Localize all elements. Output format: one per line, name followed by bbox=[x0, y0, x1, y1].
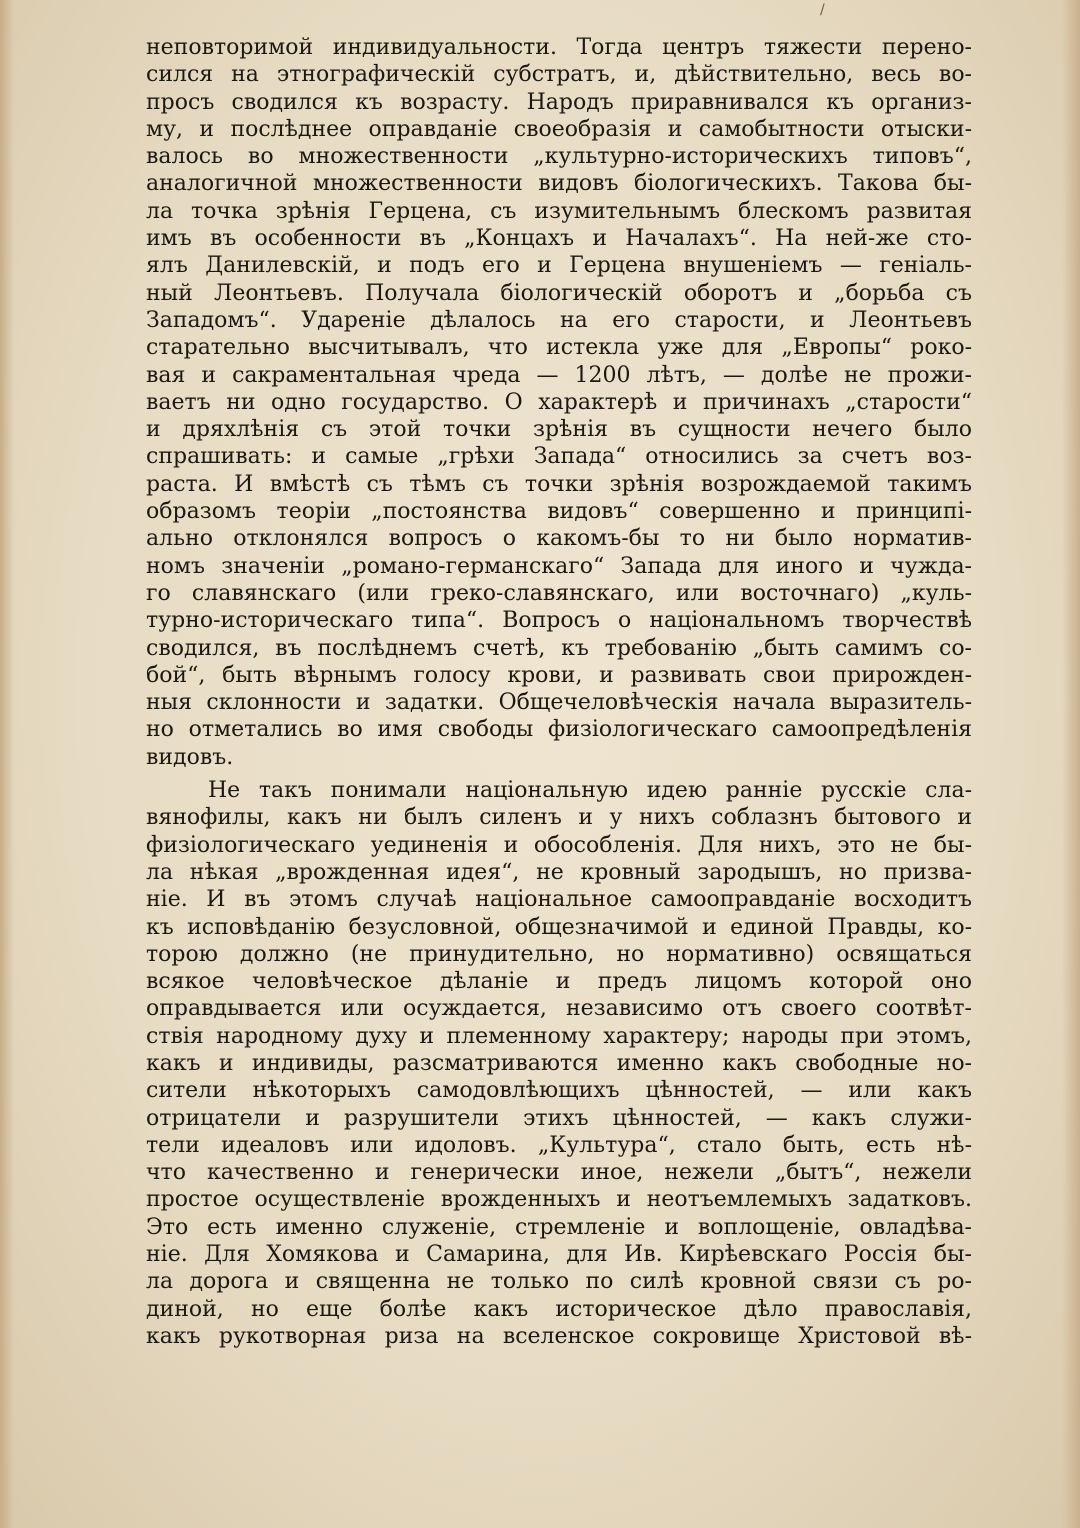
text-line: спрашивать: и самые „грѣхи Запада“ относились за счетъ воз- bbox=[146, 444, 972, 470]
text-line: какъ и индивиды, разсматриваются именно какъ свободные но- bbox=[146, 1050, 972, 1076]
text-line: ваетъ ни одно государство. О характерѣ и причинахъ „старости“ bbox=[146, 389, 972, 415]
text-line: ныя склонности и задатки. Общечеловѣческія начала выразитель- bbox=[146, 690, 972, 716]
corner-mark: / bbox=[820, 2, 825, 18]
text-line: ла точка зрѣнія Герцена, съ изумительнымъ блескомъ развитая bbox=[146, 198, 972, 224]
paragraph-1 bbox=[146, 34, 972, 771]
page-edge-left bbox=[0, 0, 14, 1528]
text-line: ально отклонялся вопросъ о какомъ-бы то ни было норматив- bbox=[146, 526, 972, 552]
text-line: вая и сакраментальная чреда — 1200 лѣтъ, — долѣе не прожи- bbox=[146, 362, 972, 388]
text-line: тели идеаловъ или идоловъ. „Культура“, стало быть, есть нѣ- bbox=[146, 1132, 972, 1158]
text-line: просъ сводился къ возрасту. Народъ приравнивался къ организ- bbox=[146, 89, 972, 115]
text-line: ніе. И въ этомъ случаѣ національное самооправданіе восходитъ bbox=[146, 887, 972, 913]
text-line: образомъ теоріи „постоянства видовъ“ совершенно и принципі- bbox=[146, 499, 972, 525]
text-line: му, и послѣднее оправданіе своеобразія и самобытности отыски- bbox=[146, 116, 972, 142]
text-line: ніе. Для Хомякова и Самарина, для Ив. Кирѣевскаго Россія бы- bbox=[146, 1242, 972, 1268]
body-text bbox=[146, 34, 972, 1350]
text-line: какъ рукотворная риза на вселенское сокровище Христовой вѣ- bbox=[146, 1323, 972, 1349]
text-line: го славянскаго (или греко-славянскаго, или восточнаго) „куль- bbox=[146, 580, 972, 606]
text-line: сители нѣкоторыхъ самодовлѣющихъ цѣнностей, — или какъ bbox=[146, 1078, 972, 1104]
text-line: ный Леонтьевъ. Получала біологическій оборотъ и „борьба съ bbox=[146, 280, 972, 306]
text-line: что качественно и генерически иное, нежели „бытъ“, нежели bbox=[146, 1160, 972, 1186]
text-line: вянофилы, какъ ни былъ силенъ и у нихъ соблазнъ бытового и bbox=[146, 805, 972, 831]
text-line: старательно высчитывалъ, что истекла уже для „Европы“ роко- bbox=[146, 335, 972, 361]
text-line: Не такъ понимали національную идею ранніе русскіе сла- bbox=[208, 778, 972, 804]
text-line: диной, но еще болѣе какъ историческое дѣло православія, bbox=[146, 1296, 972, 1322]
text-line: ла нѣкая „врожденная идея“, не кровный зародышъ, но призва- bbox=[146, 859, 972, 885]
text-line: отрицатели и разрушители этихъ цѣнностей, — какъ служи- bbox=[146, 1105, 972, 1131]
text-line: видовъ. bbox=[146, 744, 234, 770]
text-line: ствія народному духу и племенному характеру; народы при этомъ, bbox=[146, 1023, 972, 1049]
paragraph-2 bbox=[146, 777, 972, 1350]
text-line: но отметались во имя свободы физіологическаго самоопредѣленія bbox=[146, 717, 972, 743]
text-line: аналогичной множественности видовъ біологическихъ. Такова бы- bbox=[146, 171, 972, 197]
text-line: торою должно (не принудительно, но нормативно) освящаться bbox=[146, 941, 972, 967]
text-line: валось во множественности „культурно-историческихъ типовъ“, bbox=[146, 144, 972, 170]
text-line: имъ въ особенности въ „Концахъ и Началахъ“. На ней-же сто- bbox=[146, 226, 972, 252]
text-line: простое осуществленіе врожденныхъ и неотъемлемыхъ задатковъ. bbox=[146, 1187, 972, 1213]
text-line: номъ значеніи „романо-германскаго“ Запада для иного и чужда- bbox=[146, 553, 972, 579]
text-line: раста. И вмѣстѣ съ тѣмъ съ точки зрѣнія возрождаемой такимъ bbox=[146, 471, 972, 497]
text-line: Западомъ“. Удареніе дѣлалось на его старости, и Леонтьевъ bbox=[146, 307, 972, 333]
text-line: сился на этнографическій субстратъ, и, дѣйствительно, весь во- bbox=[146, 62, 972, 88]
text-line: сводился, въ послѣднемъ счетѣ, къ требованію „быть самимъ со- bbox=[146, 635, 972, 661]
text-line: къ исповѣданію безусловной, общезначимой и единой Правды, ко- bbox=[146, 914, 972, 940]
text-line: ялъ Данилевскій, и подъ его и Герцена внушеніемъ — геніаль- bbox=[146, 253, 972, 279]
text-line: турно-историческаго типа“. Вопросъ о національномъ творчествѣ bbox=[146, 608, 972, 634]
text-line: ла дорога и священна не только по силѣ кровной связи съ ро- bbox=[146, 1269, 972, 1295]
text-line: и дряхлѣнія съ этой точки зрѣнія въ сущности нечего было bbox=[146, 417, 972, 443]
text-line: оправдывается или осуждается, независимо отъ своего соотвѣт- bbox=[146, 996, 972, 1022]
text-line: неповторимой индивидуальности. Тогда центръ тяжести перено- bbox=[146, 35, 972, 60]
text-line: физіологическаго уединенія и обособленія. Для нихъ, это не бы- bbox=[146, 832, 972, 858]
text-line: бой“, быть вѣрнымъ голосу крови, и развивать свои прирожден- bbox=[146, 662, 972, 688]
page-edge-right bbox=[1062, 0, 1080, 1528]
text-line: всякое человѣческое дѣланіе и предъ лицомъ которой оно bbox=[146, 969, 972, 995]
text-line: Это есть именно служеніе, стремленіе и воплощеніе, овладѣва- bbox=[146, 1214, 972, 1240]
